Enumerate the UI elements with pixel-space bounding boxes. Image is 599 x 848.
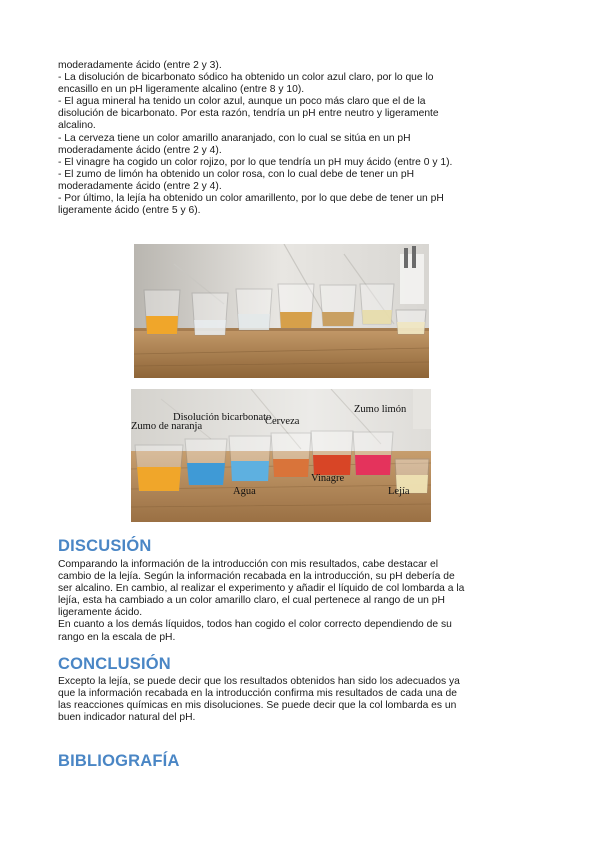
- label-bicarbonato: Disolución bicarbonato: [173, 412, 272, 423]
- label-cerveza: Cerveza: [265, 416, 300, 427]
- conclusion-text: Excepto la lejía, se puede decir que los resultados obtenidos han sido los adecuados ya que la información recabada en la introducción confirma mis resultados de cada una de las reacciones químicas en mis disoluciones. Se puede decir que la col lombarda es un buen indicador natural del pH.: [58, 676, 460, 724]
- glass-5: [320, 285, 356, 326]
- discusion-heading: DISCUSIÓN: [58, 537, 152, 555]
- indicator-glass-bicarbonato: [185, 439, 227, 485]
- label-vinagre: Vinagre: [311, 473, 345, 484]
- indicator-glass-cerveza: [271, 433, 311, 477]
- bibliografia-heading: BIBLIOGRAFÍA: [58, 752, 180, 770]
- indicator-glass-naranja: [135, 445, 183, 491]
- glass-4: [278, 284, 314, 328]
- glass-3: [236, 289, 272, 330]
- indicator-glass-limon: [353, 432, 393, 475]
- label-lejia: Lejía: [388, 486, 410, 497]
- label-agua: Agua: [233, 486, 256, 497]
- indicator-glass-vinagre: [311, 431, 353, 475]
- indicator-glass-agua: [229, 436, 271, 481]
- conclusion-heading: CONCLUSIÓN: [58, 655, 171, 673]
- label-naranja: Zumo de naranja: [131, 421, 203, 432]
- glass-7: [396, 310, 426, 334]
- glass-1: [144, 290, 180, 334]
- label-limon: Zumo limón: [354, 404, 407, 415]
- discusion-text: Comparando la información de la introducción con mis resultados, cabe destacar el cambio de la lejía. Según la información recabada en la introducción, su pH debería de ser alcalino. En cambio, al realizar el experimento y añadir el líquido de col lombarda a la lejía, esta ha cambiado a un color amarillo claro, el cual pertenece al rango de un pH ligeramente ácido. En cuanto a los demás líquidos, todos han cogido el color correcto dependiendo de su rango en la escala de pH.: [58, 559, 465, 643]
- glass-6: [360, 284, 394, 324]
- photo-glasses-before: [134, 244, 429, 378]
- glass-2: [192, 293, 228, 335]
- results-list: moderadamente ácido (entre 2 y 3). - La disolución de bicarbonato sódico ha obtenido un color azul claro, por lo que lo encasillo en un pH ligeramente alcalino (entre 8 y 10). - El agua mineral ha tenido un color azul, aunque un poco más claro que el de la disolución de bicarbonato. Por esta razón, tendría un pH entre neutro y ligeramente alcalino. - La cerveza tiene un color amarillo anaranjado, con lo cual se sitúa en un pH moderadamente ácido (entre 2 y 4). - El vinagre ha cogido un color rojizo, por lo que tendría un pH muy ácido (entre 0 y 1). - El zumo de limón ha obtenido un color rosa, con lo cual debe de tener un pH moderadamente ácido (entre 2 y 4). - Por último, la lejía ha obtenido un color amarillento, por lo que debe de tener un pH ligeramente ácido (entre 5 y 6).: [58, 60, 453, 217]
